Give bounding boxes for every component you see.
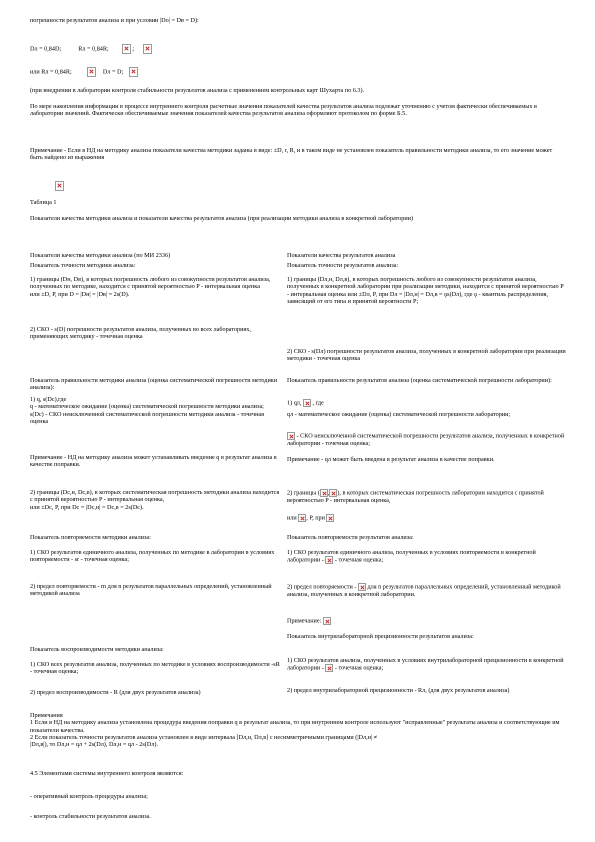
formula-dl: Dл = 0,84D; [30, 45, 62, 53]
left-repeatability-limit: 2) предел повторяемости - rn для n результатов параллельных определений, установленный методикой анализа [30, 583, 272, 598]
right-trueness-note: Примечание - qл может быть введена в результат анализа в качестве поправки. [287, 456, 495, 463]
precision-sko-main: 1) СКО результатов анализа, полученных в условиях внутрилабораторной прецизионности в конкретной лаборатории - [287, 657, 564, 672]
right-trueness-expectation: qл - математическое ожидание (оценка) систематической погрешности лаборатории; [287, 411, 511, 418]
left-trueness-note: Примечание - НД на методику анализа может устанавливать введение q в результат анализа в качестве поправки. [30, 454, 277, 469]
trueness-sko-text: - СКО неисключенной систематической погрешности результатов анализа, полученных в конкретной лаборатории - точечная оценка; [287, 432, 565, 447]
right-trueness-sko [287, 432, 567, 447]
left-reproducibility-limit: 2) предел воспроизводимости - R (для двух результатов анализа) [30, 689, 201, 696]
broken-image-icon [287, 432, 295, 440]
right-trueness-alt [287, 514, 567, 522]
formula-dl-alt: Dл = D; [102, 68, 124, 76]
right-precision-sko [287, 657, 567, 672]
broken-image-icon [87, 67, 96, 77]
trueness-alt-p: , P, при [306, 514, 325, 522]
right-repeatability-limit [287, 583, 567, 598]
left-trueness-interval: 2) границы (Dс,н, Dс,в), в которых систематическая погрешность методики анализа находится с принятой вероятностью P - интервальная оценка, или ±Dс, P, при Dс = |Dс,н| = Dс,в = 2s(Dс). [30, 489, 280, 511]
right-trueness-interval [287, 489, 567, 504]
left-repeatability-heading: Показатель повторяемости методики анализа: [30, 534, 151, 541]
right-header: Показатели качества результатов анализа [287, 252, 396, 259]
left-accuracy-sko: 2) СКО - s(D) погрешности результатов анализа, полученных во всех лабораториях, применяющих методику - точечная оценка [30, 326, 251, 341]
right-repeatability-heading: Показатель повторяемости результатов анализа: [287, 534, 414, 541]
precision-sko-tail: - точечная оценка; [334, 664, 384, 672]
right-accuracy-interval: 1) границы (Dл,н, Dл,в), в которых погрешность любого из совокупности результатов анализа, полученных в конкретной лаборатории при реализации методики, находится с принятой вероятностью P - интервальная оценка или ±Dл, P, при Dл = |Dл,н| = Dл,в = ǫs(Dл), где ǫ - квантиль распределения, зависящий от его типа и принятой вероятности P; [287, 276, 564, 305]
right-trueness-point [287, 399, 567, 407]
formula-line-rl [30, 67, 138, 77]
intro-line: погрешности результатов анализа и при условии |Dо| = Dв = D): [30, 17, 199, 24]
right-precision-heading: Показатель внутрилабораторной прецизионности результатов анализа: [287, 633, 474, 640]
broken-image-icon [325, 556, 333, 564]
left-accuracy-heading: Показатель точности методики анализа: [30, 262, 136, 269]
broken-image-icon [129, 67, 138, 77]
formula-line-dl [30, 44, 152, 54]
right-repeatability-note [287, 617, 567, 625]
broken-image-icon [143, 44, 152, 54]
table-notes: Примечания 1 Если в НД на методику анализа установлена процедура введения поправки q в результат анализа, то при внутреннем контроле используют "исправленные" результаты анализа и соответствующие им показатели качества. 2 Если показатель точности результатов анализа установлен в виде интервала [Dл,н, Dл,в] с несимметричными границами (|Dл,н| ≠ |Dл,в|), то Dл,н = qл + 2s(Dл), Dл,н = qл - 2s(Dл). [30, 712, 560, 749]
broken-image-icon [298, 514, 306, 522]
trueness-alt-or: или [287, 514, 297, 522]
trueness-interval-start: 2) границы ( [287, 489, 320, 497]
broken-image-icon [358, 583, 366, 591]
list-item: - контроль стабильности результатов анализа. [30, 813, 151, 820]
list-item: - оперативный контроль процедуры анализа; [30, 793, 148, 800]
left-reproducibility-heading: Показатель воспроизводимости методики анализа: [30, 646, 164, 653]
trueness-point-where: , где [312, 399, 324, 407]
left-trueness-heading: Показатель правильности методики анализа (оценка систематической погрешности методики анализа): [30, 377, 278, 392]
broken-image-icon [55, 181, 64, 191]
broken-image-icon [122, 44, 131, 54]
right-accuracy-sko: 2) СКО - s(Dл) погрешности результатов анализа, полученных в конкретной лаборатории при реализации методики - точечная оценка [287, 348, 566, 363]
broken-image-icon [303, 399, 311, 407]
repeatability-limit-tail: для n результатов параллельных определений, установленный методикой анализа, полученных в конкретной лаборатории. [287, 583, 561, 598]
repeatability-sko-tail: - точечная оценка; [334, 556, 384, 564]
left-trueness-point: 1) q, s(Dс),где q - математическое ожидание (оценка) систематической погрешности методики анализа; s(Dс) - СКО неисключенной систематической погрешности методики анализа - точечная оценка [30, 396, 264, 425]
repeatability-sko-text: 1) СКО результатов единичного анализа, полученных в условиях повторяемости в конкретной лаборатории - [287, 549, 536, 564]
trueness-interval-text: ), в которых систематическая погрешность лаборатории находится с принятой вероятностью P - интервальная оценка, [287, 489, 544, 504]
formula-image-placeholder [55, 177, 64, 195]
right-repeatability-sko [287, 549, 567, 564]
table-title: Показатели качества методики анализа и показатели качества результатов анализа (при реализации методики анализа в конкретной лаборатории) [30, 215, 414, 222]
broken-image-icon [320, 489, 328, 497]
left-reproducibility-sko: 1) СКО всех результатов анализа, полученных по методике в условиях воспроизводимости -sR - точечная оценка; [30, 661, 280, 676]
shewhart-note: (при внедрении в лаборатории контроля стабильности результатов анализа с применением контрольных карт Шухарта по 6.3). [30, 87, 365, 94]
right-precision-limit: 2) предел внутрилабораторной прецизионности - Rл, (для двух результатов анализа) [287, 687, 510, 694]
left-repeatability-sko: 1) СКО результатов единичного анализа, полученных по методике в лаборатории в условиях повторяемости - sr - точечная оценка; [30, 549, 275, 564]
repeatability-limit-text: 2) предел повторяемости - [287, 583, 357, 591]
formula-rl: Rл = 0,84R; [78, 45, 109, 53]
right-accuracy-heading: Показатель точности результатов анализа: [287, 262, 399, 269]
formula-separator: ; [132, 45, 135, 53]
right-trueness-heading: Показатель правильности результатов анализа (оценка систематической погрешности лаборатории): [287, 377, 552, 384]
left-header: Показатели качества методики анализа (по МИ 2336) [30, 252, 171, 259]
repeatability-note-label: Примечание: [287, 617, 322, 625]
broken-image-icon [325, 664, 333, 672]
broken-image-icon [329, 489, 337, 497]
paragraph-note: Примечание - Если в НД на методику анализа показатели качества методики заданы в виде: ±D, r, R, и в таком виде не установлен показатель правильности методики анализа, то его значение может быть найдено из выражения [30, 147, 553, 162]
broken-image-icon [326, 514, 334, 522]
left-accuracy-interval: 1) границы (Dн, Dв), в которых погрешность любого из совокупности результатов анализа, полученных по методике, находится с принятой вероятностью P - интервальная оценка или ±D, P, при D = |Dн| = |Dв| = 2s(D). [30, 276, 271, 298]
section-4-5: 4.5 Элементами системы внутреннего контроля являются: [30, 770, 184, 777]
formula-rl-alt: или Rл = 0,84R; [30, 68, 72, 76]
paragraph-refinement: По мере накопления информации в процессе внутреннего контроля расчетные значения показателей качества результатов анализа подлежат уточнению с учетом фактически обеспечиваемых в лаборатории значений. Фактически обеспечиваемые значения показателей качества результатов анализа оформляют протоколом по форме Б.5. [30, 103, 537, 118]
trueness-point-label: 1) qл, [287, 399, 302, 407]
broken-image-icon [323, 617, 331, 625]
table-label: Таблица 1 [30, 199, 57, 206]
